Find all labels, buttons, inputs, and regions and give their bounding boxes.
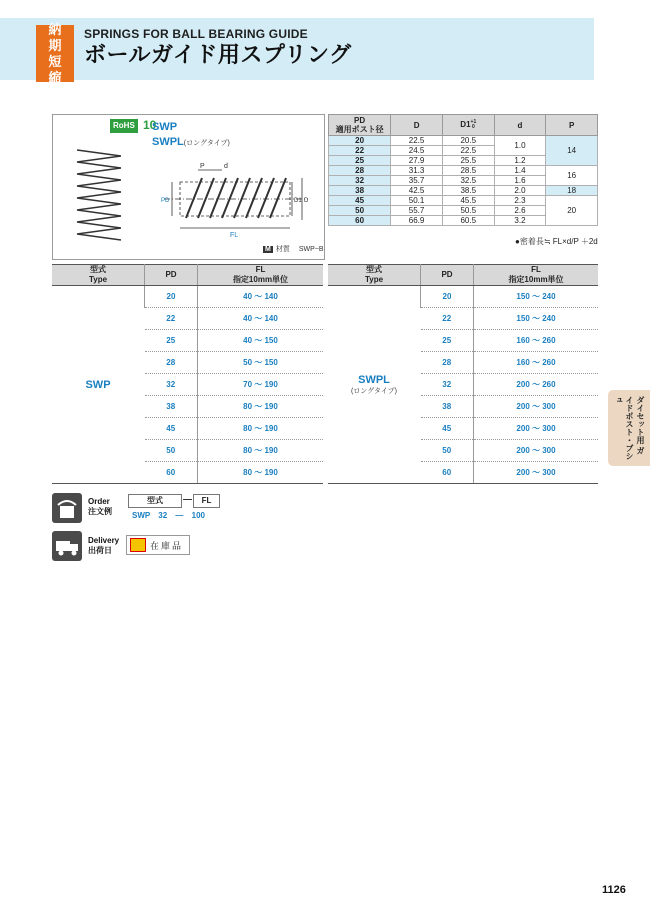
col-header-type-jp: 型式	[328, 265, 421, 276]
spec-D: 55.7	[391, 206, 443, 216]
fl-cell: 200 ～ 300	[474, 418, 599, 440]
delivery-label-jp: 出荷日	[88, 546, 112, 555]
fl-cell: 80 ～ 190	[198, 440, 324, 462]
spec-header-pd: PD 適用ポスト径	[329, 115, 391, 136]
pd-cell: 60	[421, 462, 474, 484]
product-name-swp: SWP	[152, 121, 178, 133]
rohs-number: 10	[143, 118, 157, 132]
order-label-en: Order	[88, 497, 110, 506]
spec-D1: 50.5	[442, 206, 494, 216]
pd-cell: 22	[145, 308, 198, 330]
dim-label-d: d	[224, 163, 228, 170]
fl-cell: 40 ～ 150	[198, 330, 324, 352]
spec-D1: 60.5	[442, 216, 494, 226]
spec-header-D: D	[391, 115, 443, 136]
spec-pd: 60	[329, 216, 391, 226]
pd-cell: 25	[145, 330, 198, 352]
spec-D: 24.5	[391, 146, 443, 156]
pd-cell: 50	[145, 440, 198, 462]
material-label: 材質	[275, 246, 290, 253]
spring-dimension-drawing	[158, 160, 313, 250]
spec-d: 1.6	[494, 176, 546, 186]
col-header-type-jp: 型式	[52, 265, 145, 276]
col-header-pd: PD	[145, 265, 198, 286]
spec-d: 1.2	[494, 156, 546, 166]
spec-row	[329, 196, 598, 206]
fl-cell: 160 ～ 260	[474, 330, 599, 352]
delivery-label	[88, 536, 119, 556]
pd-cell: 20	[145, 286, 198, 308]
pd-cell: 20	[421, 286, 474, 308]
stock-box-icon	[130, 538, 146, 552]
col-header-fl-sub: 指定10mm単位	[198, 275, 324, 286]
type-note: (ロングタイプ)	[350, 387, 398, 395]
badge-char: 短	[48, 53, 62, 69]
side-index-label: ダイセット用 ガイドポスト・ブシュ	[614, 396, 645, 460]
spec-D1: 20.5	[442, 136, 494, 146]
spec-D: 27.9	[391, 156, 443, 166]
spec-d: 1.0	[494, 136, 546, 156]
pd-cell: 32	[145, 374, 198, 396]
spec-d: 2.3	[494, 196, 546, 206]
spec-pd: 45	[329, 196, 391, 206]
material-note	[263, 244, 324, 254]
spec-table	[328, 114, 598, 226]
dim-label-fl: FL	[230, 232, 239, 239]
fl-cell: 150 ～ 240	[474, 286, 599, 308]
dim-label-pd: PD	[161, 198, 170, 204]
pd-cell: 45	[421, 418, 474, 440]
product-name-swpl-text: SWPL	[152, 136, 184, 148]
material-icon: M	[265, 245, 271, 253]
spec-row	[329, 166, 598, 176]
col-header-pd: PD	[421, 265, 474, 286]
page-title-en: SPRINGS FOR BALL BEARING GUIDE	[84, 27, 308, 41]
badge-char: 納	[48, 21, 62, 37]
spec-D1: 32.5	[442, 176, 494, 186]
spec-pd: 25	[329, 156, 391, 166]
col-header-fl: FL	[198, 265, 324, 276]
spec-D: 66.9	[391, 216, 443, 226]
fl-cell: 80 ～ 190	[198, 462, 324, 484]
spec-d: 1.4	[494, 166, 546, 176]
table-row	[52, 286, 323, 308]
spec-D: 22.5	[391, 136, 443, 146]
type-cell	[328, 286, 421, 484]
spec-pd: 32	[329, 176, 391, 186]
col-header-type-en: Type	[328, 275, 421, 286]
material-value: SWP−B	[298, 245, 324, 253]
phone-order-icon	[52, 493, 82, 523]
short-delivery-badge	[36, 21, 74, 85]
spec-D1: 28.5	[442, 166, 494, 176]
spec-pd: 22	[329, 146, 391, 156]
col-header-fl: FL	[474, 265, 599, 276]
spec-pd: 20	[329, 136, 391, 146]
spec-D: 31.3	[391, 166, 443, 176]
spec-pd: 50	[329, 206, 391, 216]
pd-cell: 32	[421, 374, 474, 396]
spec-pd: 28	[329, 166, 391, 176]
spec-P: 18	[546, 186, 598, 196]
order-label	[88, 497, 112, 517]
spec-d: 2.0	[494, 186, 546, 196]
pd-cell: 28	[145, 352, 198, 374]
order-type-box: 型式	[128, 494, 182, 508]
order-fl-box: FL	[193, 494, 220, 508]
spec-D: 50.1	[391, 196, 443, 206]
order-label-jp: 注文例	[88, 507, 112, 516]
col-header-type-en: Type	[52, 275, 145, 286]
type-name: SWP	[85, 378, 111, 391]
badge-char: 期	[48, 37, 62, 53]
table-row	[328, 286, 598, 308]
fl-cell: 200 ～ 300	[474, 440, 599, 462]
fl-cell: 200 ～ 260	[474, 374, 599, 396]
solid-length-note: ●密着長≒ FL×d/P ＋2d	[515, 237, 598, 246]
selection-table-swpl	[328, 264, 598, 484]
type-cell	[52, 286, 145, 484]
spec-D1: 45.5	[442, 196, 494, 206]
spec-pd: 38	[329, 186, 391, 196]
spec-header-d: d	[494, 115, 546, 136]
pd-cell: 50	[421, 440, 474, 462]
spec-d: 2.6	[494, 206, 546, 216]
fl-cell: 40 ～ 140	[198, 286, 324, 308]
truck-icon	[52, 531, 82, 561]
pd-cell: 60	[145, 462, 198, 484]
fl-cell: 50 ～ 150	[198, 352, 324, 374]
spec-D1: 38.5	[442, 186, 494, 196]
fl-cell: 70 ～ 190	[198, 374, 324, 396]
selection-table-swp	[52, 264, 323, 484]
spec-header-D1	[442, 115, 494, 136]
pd-cell: 38	[145, 396, 198, 418]
spec-row	[329, 136, 598, 146]
fl-cell: 200 ～ 300	[474, 396, 599, 418]
spec-D: 42.5	[391, 186, 443, 196]
spec-D1: 22.5	[442, 146, 494, 156]
spec-P: 16	[546, 166, 598, 186]
pd-cell: 38	[421, 396, 474, 418]
dim-label-outer-d: D	[304, 198, 309, 204]
pd-cell: 22	[421, 308, 474, 330]
fl-cell: 40 ～ 140	[198, 308, 324, 330]
badge-char: 縮	[48, 69, 62, 85]
fl-cell: 80 ～ 190	[198, 418, 324, 440]
delivery-label-en: Delivery	[88, 536, 120, 545]
in-stock-label: 在庫品	[150, 540, 184, 551]
spec-header-D1-tol: +1 0	[470, 119, 477, 130]
fl-cell: 80 ～ 190	[198, 396, 324, 418]
spec-D1: 25.5	[442, 156, 494, 166]
pd-cell: 25	[421, 330, 474, 352]
spec-D: 35.7	[391, 176, 443, 186]
page-title-jp: ボールガイド用スプリング	[84, 42, 352, 67]
col-header-fl-sub: 指定10mm単位	[474, 275, 599, 286]
spec-d: 3.2	[494, 216, 546, 226]
pd-cell: 28	[421, 352, 474, 374]
order-dash: —	[183, 494, 192, 504]
fl-cell: 160 ～ 260	[474, 352, 599, 374]
spec-P: 14	[546, 136, 598, 166]
spec-P: 20	[546, 196, 598, 226]
in-stock-badge	[126, 535, 190, 555]
fl-cell: 150 ～ 240	[474, 308, 599, 330]
page-number: 1126	[602, 884, 626, 896]
pd-cell: 45	[145, 418, 198, 440]
product-name-swpl	[152, 136, 230, 148]
fl-cell: 200 ～ 300	[474, 462, 599, 484]
rohs-badge: RoHS	[110, 119, 138, 133]
spring-photo	[69, 142, 129, 252]
order-example: SWP 32 — 100	[132, 511, 205, 520]
spec-row	[329, 186, 598, 196]
dim-label-p: P	[200, 163, 205, 170]
type-name: SWPL	[358, 373, 390, 386]
dim-label-d1: D1	[294, 198, 302, 204]
spec-header-D1-text: D1	[460, 120, 471, 129]
product-name-swpl-note: (ロングタイプ)	[183, 140, 230, 147]
spec-header-P: P	[546, 115, 598, 136]
